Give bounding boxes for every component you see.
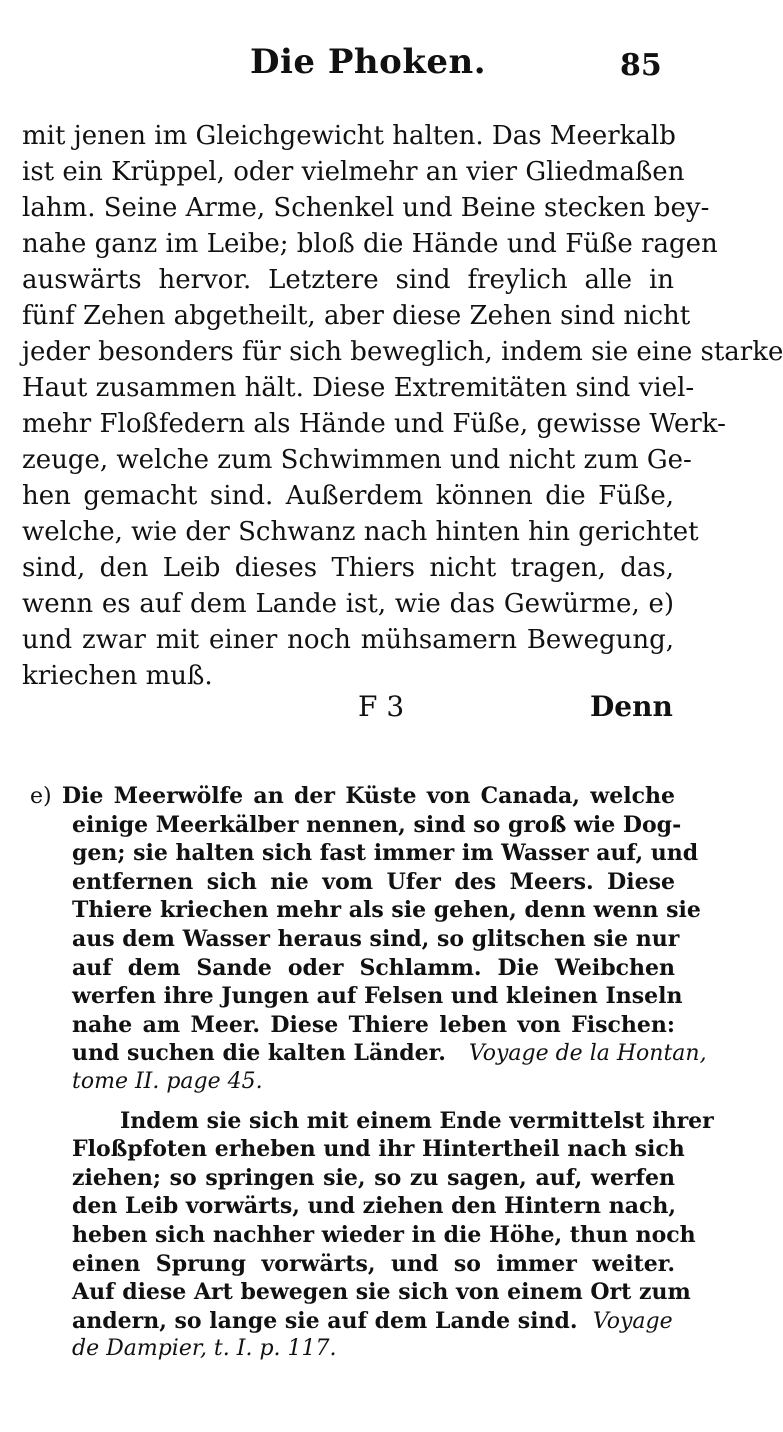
footnote-line: Indem sie sich mit einem Ende vermittelst ihrer: [120, 1107, 714, 1134]
footnote: [30, 782, 714, 1364]
text-line: mehr Floßfedern als Hände und Füße, gewisse Werk-: [22, 409, 726, 439]
footnote-line: [30, 1039, 707, 1068]
footnote-text: Die Meerwölfe an der Küste von Canada, welche: [61, 783, 675, 809]
text-line: Haut zusammen hält. Diese Extremitäten sind viel-: [22, 373, 695, 403]
footnote-marker: e): [30, 784, 52, 809]
text-line: und zwar mit einer noch mühsamern Bewegung,: [22, 625, 674, 655]
footnote-line: entfernen sich nie vom Ufer des Meers. Diese: [72, 868, 675, 895]
text-line: wenn es auf dem Lande ist, wie das Gewürme, e): [22, 589, 674, 619]
text-line: auswärts hervor. Letztere sind freylich alle in: [22, 265, 674, 295]
page-number: 85: [620, 48, 662, 83]
footnote-line: werfen ihre Jungen auf Felsen und kleinen Inseln: [72, 983, 683, 1010]
text-line: jeder besonders für sich beweglich, indem sie eine starke: [22, 337, 783, 367]
paragraph-spacer: [30, 1097, 675, 1107]
signature-row: [0, 690, 700, 730]
footnote-line: nahe am Meer. Diese Thiere leben von Fischen:: [72, 1011, 675, 1038]
text-line: ist ein Krüppel, oder vielmehr an vier Gliedmaßen: [22, 157, 685, 187]
text-line: hen gemacht sind. Außerdem können die Füße,: [22, 481, 674, 511]
citation-line: tome II. page 45.: [72, 1068, 263, 1094]
text-line: welche, wie der Schwanz nach hinten hin gerichtet: [22, 517, 699, 547]
footnote-line: Auf diese Art bewegen sie sich von einem Ort zum: [72, 1279, 691, 1306]
text-line: mit jenen im Gleichgewicht halten. Das Meerkalb: [22, 121, 676, 151]
footnote-line: gen; sie halten sich fast immer im Wasser auf, und: [72, 840, 699, 867]
main-paragraph: [22, 118, 783, 694]
footnote-line: Thiere kriechen mehr als sie gehen, denn wenn sie: [72, 897, 701, 924]
footnote-line: [30, 782, 675, 811]
printer-signature: F 3: [358, 690, 405, 723]
text-line: zeuge, welche zum Schwimmen und nicht zum Ge-: [22, 445, 692, 475]
text-line: kriechen muß.: [22, 661, 213, 691]
text-line: fünf Zehen abgetheilt, aber diese Zehen sind nicht: [22, 301, 691, 331]
footnote-line: einige Meerkälber nennen, sind so groß wie Dog-: [72, 811, 682, 838]
text-line: lahm. Seine Arme, Schenkel und Beine stecken bey-: [22, 193, 710, 223]
footnote-line: einen Sprung vorwärts, und so immer weiter.: [72, 1250, 675, 1277]
footnote-line: [30, 1307, 675, 1336]
running-title: Die Phoken.: [250, 42, 487, 82]
citation-line: de Dampier, t. I. p. 117.: [72, 1336, 337, 1362]
text-line: sind, den Leib dieses Thiers nicht tragen, das,: [22, 553, 674, 583]
footnote-line: auf dem Sande oder Schlamm. Die Weibchen: [72, 954, 675, 981]
citation: Voyage: [592, 1308, 673, 1334]
footnote-line: aus dem Wasser heraus sind, so glitschen sie nur: [72, 925, 680, 952]
citation: Voyage de la Hontan,: [468, 1041, 707, 1067]
footnote-line: ziehen; so springen sie, so zu sagen, auf, werfen: [72, 1164, 675, 1191]
footnote-line: den Leib vorwärts, und ziehen den Hintern nach,: [72, 1193, 677, 1220]
footnote-text: andern, so lange sie auf dem Lande sind.: [72, 1307, 578, 1334]
footnote-text: und suchen die kalten Länder.: [72, 1040, 446, 1067]
catchword: Denn: [590, 690, 673, 723]
footnote-line: Floßpfoten erheben und ihr Hintertheil nach sich: [72, 1136, 685, 1163]
page-header: [0, 42, 700, 92]
footnote-line: heben sich nachher wieder in die Höhe, thun noch: [72, 1221, 696, 1248]
text-line: nahe ganz im Leibe; bloß die Hände und Füße ragen: [22, 229, 718, 259]
